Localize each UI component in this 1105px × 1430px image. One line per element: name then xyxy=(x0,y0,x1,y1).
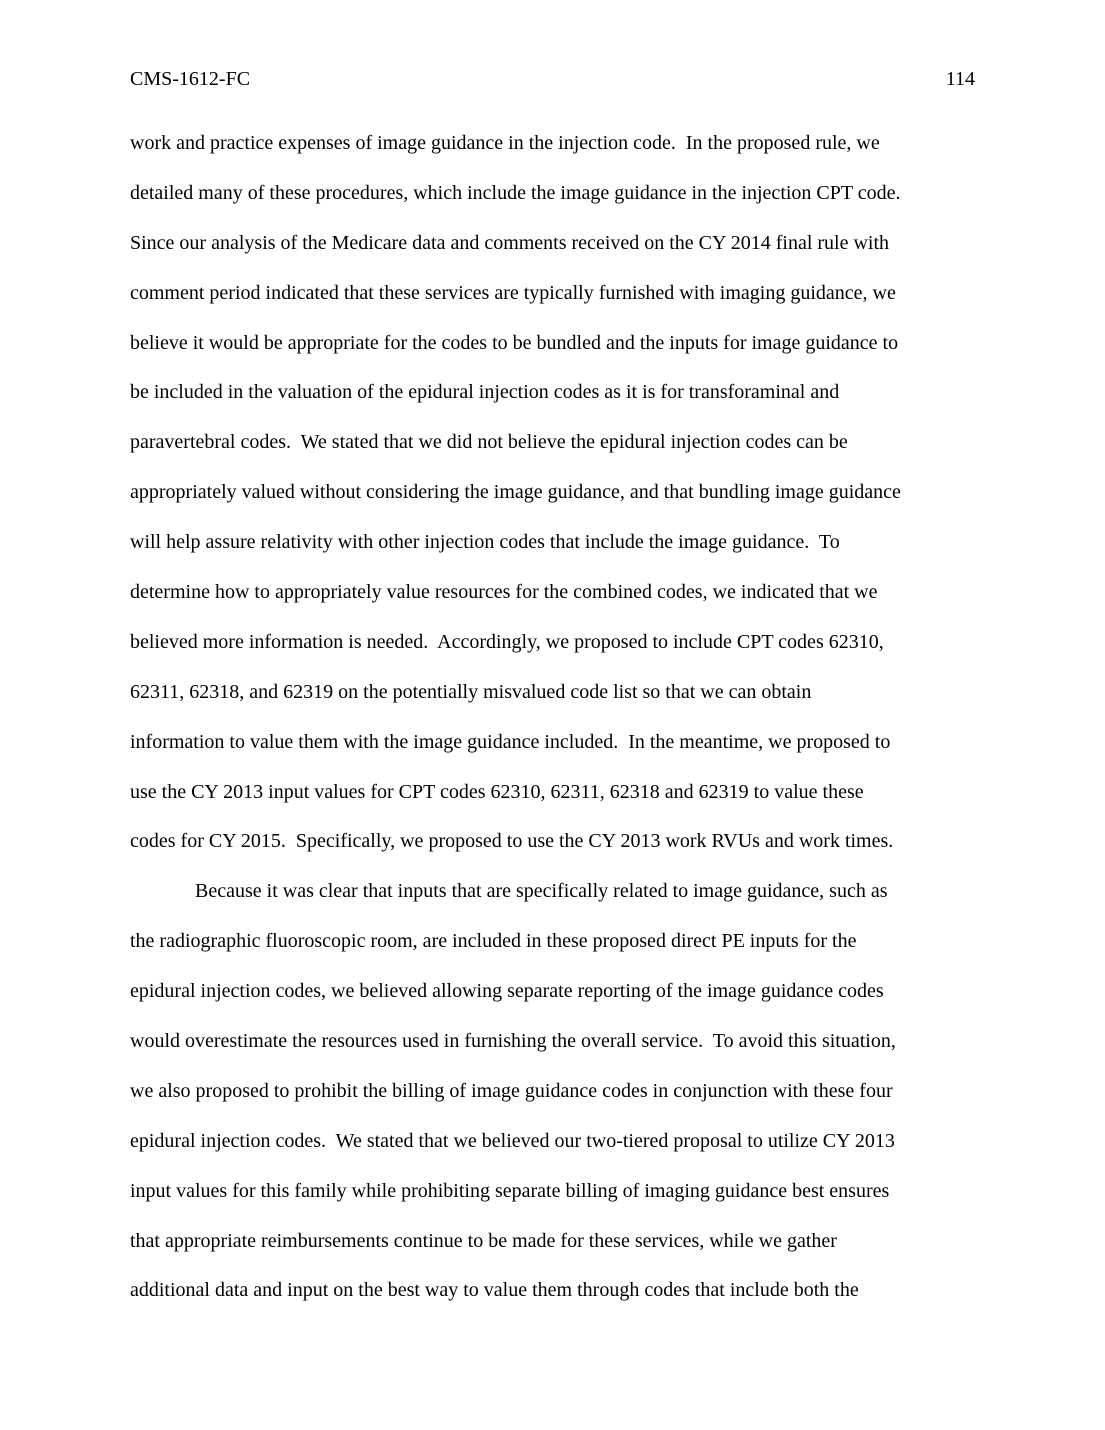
text-line: would overestimate the resources used in furnishing the overall service. To avoid this situation, xyxy=(130,1030,896,1053)
text-line: appropriately valued without considering the image guidance, and that bundling image guidance xyxy=(130,481,901,504)
text-line: detailed many of these procedures, which include the image guidance in the injection CPT code. xyxy=(130,181,901,204)
text-line: believed more information is needed. Accordingly, we proposed to include CPT codes 62310, xyxy=(130,630,884,653)
text-line: will help assure relativity with other injection codes that include the image guidance. To xyxy=(130,531,840,554)
paragraph-1 xyxy=(130,131,975,879)
text-line: Since our analysis of the Medicare data and comments received on the CY 2014 final rule with xyxy=(130,231,890,254)
text-line: the radiographic fluoroscopic room, are included in these proposed direct PE inputs for the xyxy=(130,930,857,953)
text-line: that appropriate reimbursements continue to be made for these services, while we gather xyxy=(130,1229,837,1252)
page-number: 114 xyxy=(945,68,975,90)
paragraph-2 xyxy=(130,879,975,1328)
text-line: use the CY 2013 input values for CPT codes 62310, 62311, 62318 and 62319 to value these xyxy=(130,780,864,803)
text-line: Because it was clear that inputs that are specifically related to image guidance, such as xyxy=(195,880,888,903)
text-line: believe it would be appropriate for the codes to be bundled and the inputs for image guidance to xyxy=(130,331,899,354)
text-line: comment period indicated that these services are typically furnished with imaging guidance, we xyxy=(130,281,896,304)
text-line: information to value them with the image guidance included. In the meantime, we proposed to xyxy=(130,730,891,753)
text-line: additional data and input on the best way to value them through codes that include both the xyxy=(130,1279,859,1302)
text-line: 62311, 62318, and 62319 on the potentially misvalued code list so that we can obtain xyxy=(130,680,812,703)
text-line: work and practice expenses of image guidance in the injection code. In the proposed rule, we xyxy=(130,132,880,154)
document-body xyxy=(130,131,975,1328)
document-id: CMS-1612-FC xyxy=(130,68,251,90)
text-line: we also proposed to prohibit the billing of image guidance codes in conjunction with these four xyxy=(130,1079,893,1102)
text-line: be included in the valuation of the epidural injection codes as it is for transforaminal and xyxy=(130,381,840,404)
text-line: epidural injection codes, we believed allowing separate reporting of the image guidance codes xyxy=(130,980,884,1003)
text-line: determine how to appropriately value resources for the combined codes, we indicated that we xyxy=(130,581,878,604)
text-line: input values for this family while prohibiting separate billing of imaging guidance best ensures xyxy=(130,1179,890,1202)
text-line: codes for CY 2015. Specifically, we proposed to use the CY 2013 work RVUs and work times. xyxy=(130,830,894,853)
text-line: epidural injection codes. We stated that we believed our two-tiered proposal to utilize CY 2013 xyxy=(130,1129,895,1152)
text-line: paravertebral codes. We stated that we did not believe the epidural injection codes can be xyxy=(130,431,848,454)
